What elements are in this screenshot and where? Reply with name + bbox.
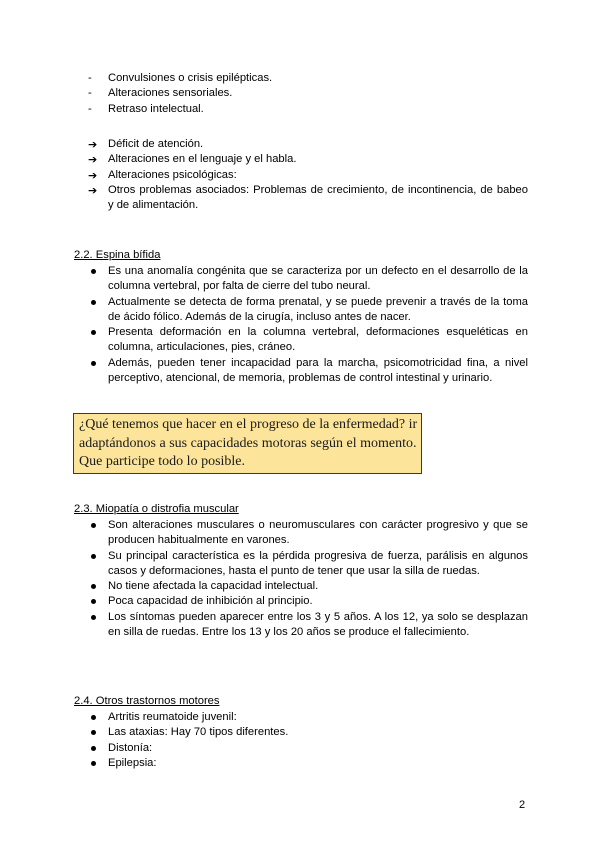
intro-arrow-list: [74, 137, 528, 213]
intro-dash-list: [74, 71, 528, 117]
list-item: Los síntomas pueden aparecer entre los 3 y 5 años. A los 12, ya solo se desplazan en silla de ruedas. Entre los 13 y los 20 años se produce el fallecimiento.: [74, 610, 528, 641]
section-heading-otros-trastornos: 2.4. Otros trastornos motores: [74, 695, 220, 707]
otros-trastornos-list: [74, 710, 528, 771]
list-item: Presenta deformación en la columna vertebral, deformaciones esqueléticas en columna, articulaciones, pies, cráneo.: [74, 325, 528, 356]
list-item: - Convulsiones o crisis epilépticas.: [74, 71, 528, 86]
list-item: Distonía:: [74, 741, 528, 756]
list-item: ➔ Alteraciones en el lenguaje y el habla.: [74, 152, 528, 167]
list-item: Actualmente se detecta de forma prenatal, y se puede prevenir a través de la toma de ácido fólico. Además de la cirugía, incluso antes de nacer.: [74, 295, 528, 326]
list-item: Las ataxias: Hay 70 tipos diferentes.: [74, 725, 528, 740]
list-item: Epilepsia:: [74, 756, 528, 771]
page-number: 2: [519, 799, 526, 811]
list-item: ➔ Déficit de atención.: [74, 137, 528, 152]
note-line: adaptándonos a sus capacidades motoras según el momento.: [79, 435, 417, 451]
list-item: Es una anomalía congénita que se caracteriza por un defecto en el desarrollo de la columna vertebral, por falta de cierre del tubo neural.: [74, 264, 528, 295]
list-item: - Retraso intelectual.: [74, 102, 528, 117]
miopatia-list: [74, 518, 528, 640]
list-item: Son alteraciones musculares o neuromusculares con carácter progresivo y que se producen habitualmente en varones.: [74, 518, 528, 549]
list-item: Su principal característica es la pérdida progresiva de fuerza, parálisis en algunos casos y deformaciones, hasta el punto de tener que usar la silla de ruedas.: [74, 549, 528, 580]
list-item: Poca capacidad de inhibición al principio.: [74, 594, 528, 609]
highlight-note-box: [73, 413, 422, 474]
espina-bifida-list: [74, 264, 528, 386]
list-item: Artritis reumatoide juvenil:: [74, 710, 528, 725]
note-line: Que participe todo lo posible.: [79, 454, 246, 470]
list-item: - Alteraciones sensoriales.: [74, 86, 528, 101]
section-heading-miopatia: 2.3. Miopatía o distrofia muscular: [74, 503, 239, 515]
list-item: ➔ Otros problemas asociados: Problemas de crecimiento, de incontinencia, de babeo y de alimentación.: [74, 183, 528, 214]
list-item: Además, pueden tener incapacidad para la marcha, psicomotricidad fina, a nivel perceptivo, atencional, de memoria, problemas de control intestinal y urinario.: [74, 356, 528, 387]
note-line: ¿Qué tenemos que hacer en el progreso de la enfermedad? ir: [79, 417, 418, 432]
list-item: ➔ Alteraciones psicológicas:: [74, 168, 528, 183]
section-heading-espina-bifida: 2.2. Espina bífida: [74, 249, 161, 261]
list-item: No tiene afectada la capacidad intelectual.: [74, 579, 528, 594]
